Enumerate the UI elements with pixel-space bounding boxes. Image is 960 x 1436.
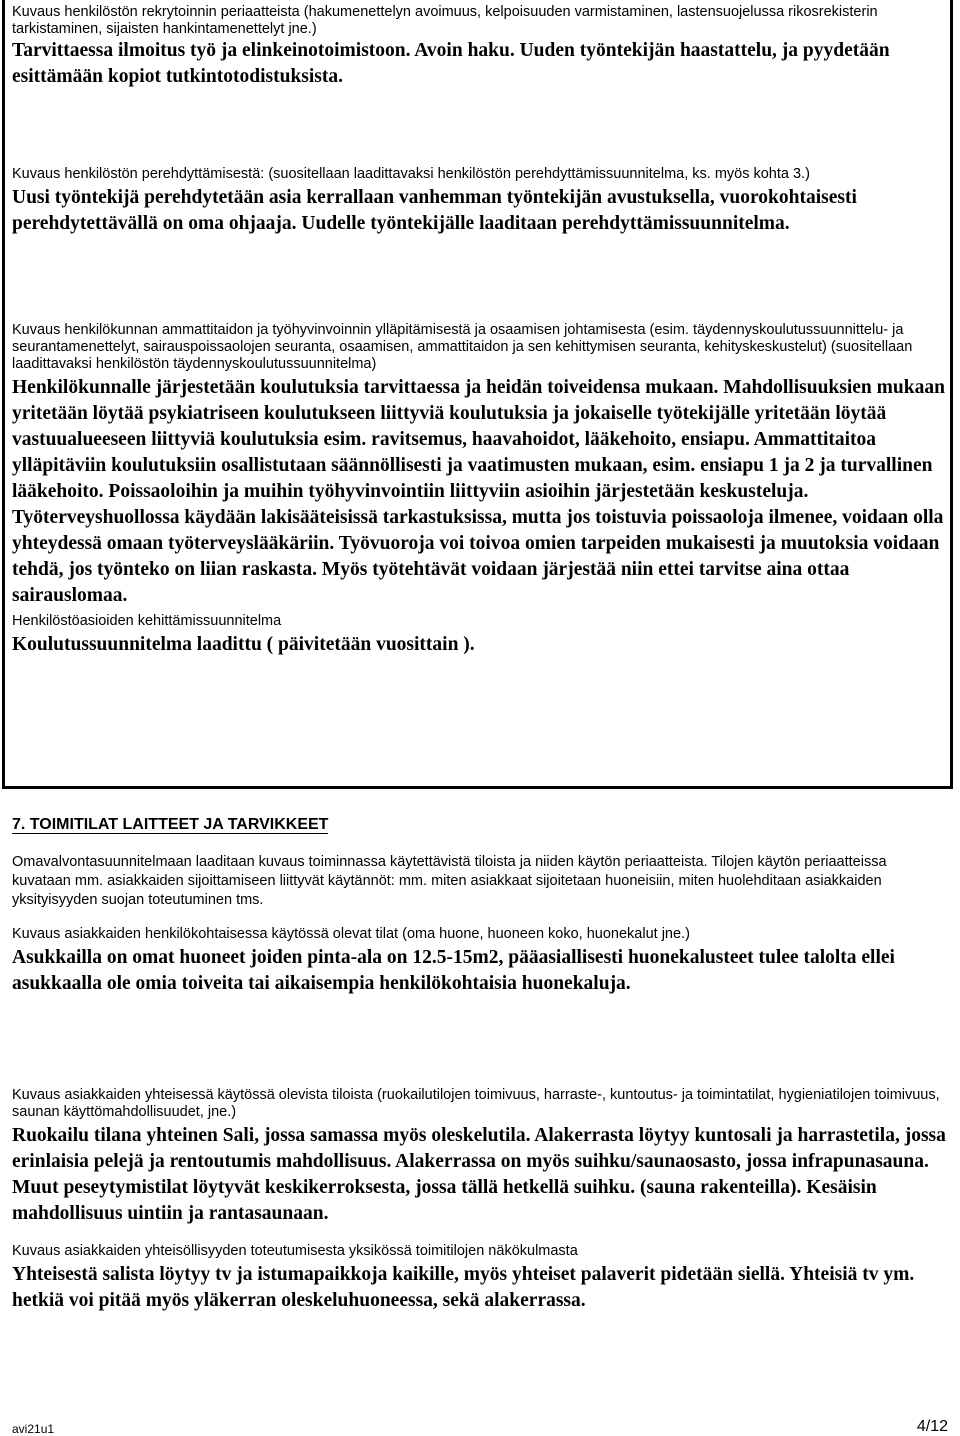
personal-rooms-answer: Asukkailla on omat huoneet joiden pinta-ala on 12.5-15m2, pääasiallisesti huonekalusteet tulee talolta ellei asukkaalla ole omia toiveita tai aikaisempia henkilökohtaisia huonekaluja. — [12, 947, 895, 994]
personal-rooms-block — [12, 926, 948, 997]
community-block — [12, 1243, 948, 1314]
orientation-label: Kuvaus henkilöstön perehdyttämisestä: (suositellaan laadittavaksi henkilöstön perehdyttämissuunnitelma, ks. myös kohta 3.) — [12, 166, 810, 182]
community-label: Kuvaus asiakkaiden yhteisöllisyyden toteutumisesta yksikössä toimitilojen näkökulmasta — [12, 1243, 578, 1259]
section-7-heading — [12, 815, 328, 835]
community-answer: Yhteisestä salista löytyy tv ja istumapaikkoja kaikille, myös yhteiset palaverit pidetään siellä. Yhteisiä tv ym. hetkiä voi pitää myös yläkerran oleskeluhuoneessa, sekä alakerrassa. — [12, 1264, 915, 1311]
shared-rooms-label: Kuvaus asiakkaiden yhteisessä käytössä olevista tiloista (ruokailutilojen toimivuus, harraste-, kuntoutus- ja toimintatilat, hygieniatilojen toimivuus, saunan käyttömahdollisuudet, jne.) — [12, 1087, 940, 1120]
personal-rooms-label: Kuvaus asiakkaiden henkilökohtaisessa käytössä olevat tilat (oma huone, huoneen koko, huonekalut jne.) — [12, 926, 690, 942]
section-7-heading-text: 7. TOIMITILAT LAITTEET JA TARVIKKEET — [12, 816, 329, 833]
footer-doc-id: avi21u1 — [12, 1422, 55, 1436]
footer-page-number: 4/12 — [916, 1418, 948, 1435]
recruitment-answer: Tarvittaessa ilmoitus työ ja elinkeinotoimistoon. Avoin haku. Uuden työntekijän haastattelu, ja pyydetään esittämään kopiot tutkintotodistuksista. — [12, 40, 890, 87]
competence-label: Kuvaus henkilökunnan ammattitaidon ja työhyvinvoinnin ylläpitämisestä ja osaamisen johtamisesta (esim. täydennyskoulutussuunnittelu- ja seurantamenettelyt, sairauspoissaolojen seuranta, osaamisen, ammattitaidon ja sen kehittymisen seuranta, kehityskeskustelut) (suositellaan laadittavaksi henkilöstön täydennyskoulutussuunnitelma) — [12, 322, 913, 372]
plan-label: Henkilöstöasioiden kehittämissuunnitelma — [12, 613, 282, 629]
orientation-answer: Uusi työntekijä perehdytetään asia kerrallaan vanhemman työntekijän avustuksella, vuorokohtaisesti perehdytettävällä on oma ohjaaja. Uudelle työntekijälle laaditaan perehdyttämissuunnitelma. — [12, 187, 857, 234]
competence-answer: Henkilökunnalle järjestetään koulutuksia tarvittaessa ja heidän toiveidensa mukaan. Mahdollisuuksien mukaan yritetään löytää psykiatriseen koulutukseen liittyviä koulutuksia ja jokaiselle työtekijälle yritetään löytää vastuualueeseen liittyviä koulutuksia esim. ravitsemus, haavahoidot, lääkehoito, ensiapu. Ammattitaitoa ylläpitäviin koulutuksiin osallistutaan säännöllisesti ja vaatimusten mukaan, esim. ensiapu 1 ja 2 ja turvallinen lääkehoito. Poissaoloihin ja muihin työhyvinvointiin liittyviin asioihin järjestetään keskusteluja. Työterveyshuollossa käydään lakisääteisissä tarkastuksissa, mutta jos toistuvia poissaoloja ilmenee, voidaan olla yhteydessä omaan työterveyslääkäriin. Työvuoroja voi toivoa omien tarpeiden mukaisesti ja muutoksia voidaan tehdä, jos työnteko on liian raskasta. Myös työtehtävät voidaan järjestää niin ettei tarvitse aina ottaa sairauslomaa. — [12, 377, 945, 606]
shared-rooms-answer: Ruokailu tilana yhteinen Sali, jossa samassa myös oleskelutila. Alakerrasta löytyy kuntosali ja harrastetila, jossa erinlaisia pelejä ja rentoutumis mahdollisuus. Alakerrassa on myös suihku/saunaosasto, jossa infrapunasauna. Muut peseytymistilat löytyvät keskikerroksesta, jossa tällä hetkellä suihku. (sauna rakenteilla). Kesäisin mahdollisuus uintiin ja rantasaunaan. — [12, 1125, 946, 1224]
orientation-block — [12, 166, 948, 237]
plan-answer: Koulutussuunnitelma laadittu ( päivitetään vuosittain ). — [12, 634, 475, 655]
section-7-intro — [12, 853, 948, 910]
competence-block — [12, 322, 948, 658]
shared-rooms-block — [12, 1087, 948, 1227]
recruitment-block — [12, 4, 948, 90]
section-7-intro-text: Omavalvontasuunnitelmaan laaditaan kuvaus toiminnassa käytettävistä tiloista ja niiden käytön periaatteista. Tilojen käytön periaatteissa kuvataan mm. asiakkaiden sijoittamiseen liittyvät käytännöt: mm. miten asiakkaat sijoitetaan huoneisiin, miten huolehditaan asiakkaiden yksityisyyden suojan toteutuminen tms. — [12, 854, 887, 908]
recruitment-label: Kuvaus henkilöstön rekrytoinnin periaatteista (hakumenettelyn avoimuus, kelpoisuuden varmistaminen, lastensuojelussa rikosrekisterin tarkistaminen, sijaisten hankintamenettelyt jne.) — [12, 4, 878, 37]
